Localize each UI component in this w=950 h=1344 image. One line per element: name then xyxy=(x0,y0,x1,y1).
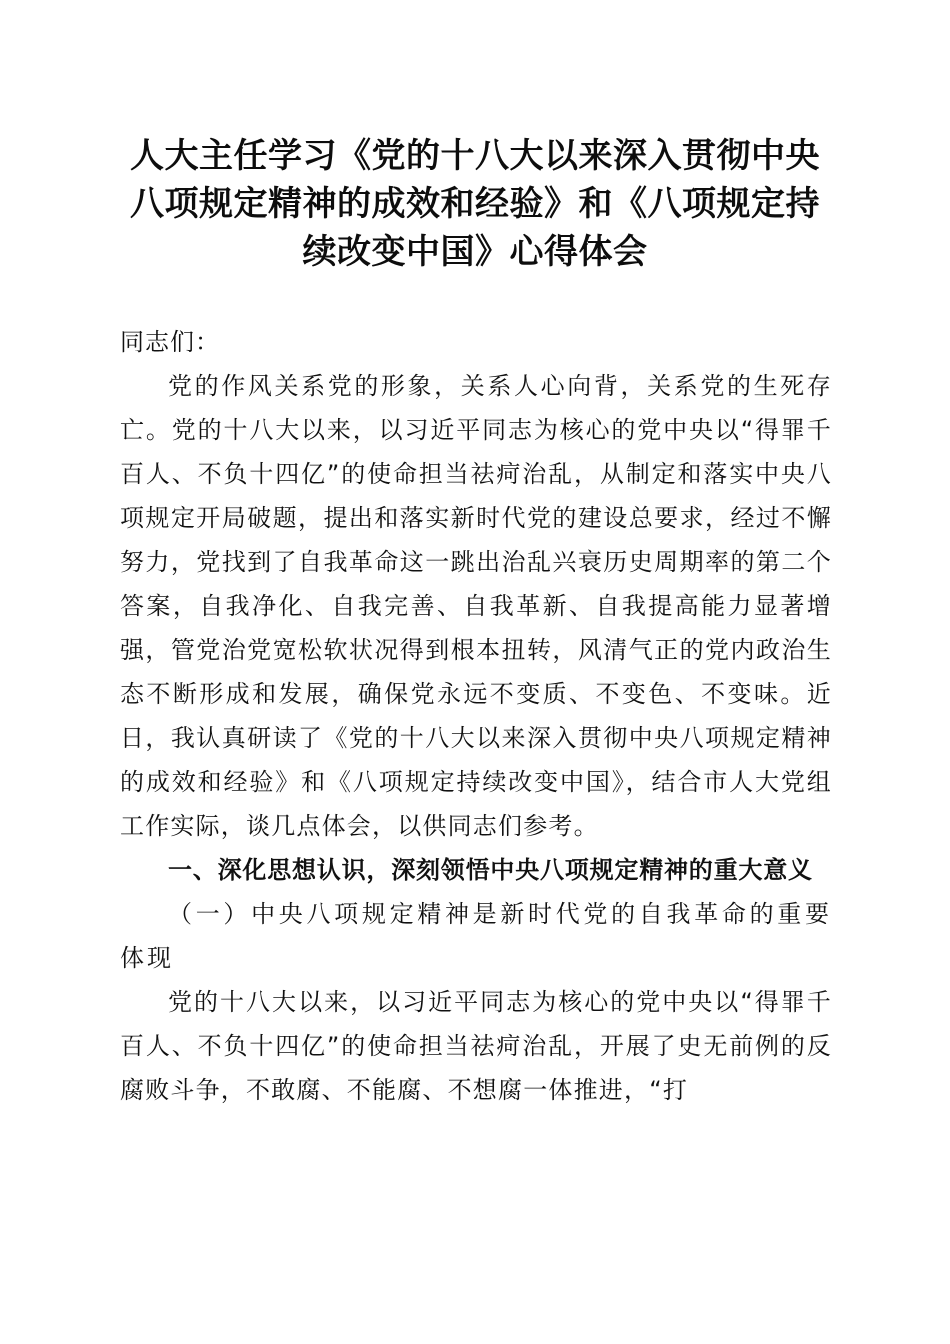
title-line-3: 续改变中国》心得体会 xyxy=(302,232,648,272)
document-body xyxy=(120,320,832,1112)
subsection-heading-1: （一）中央八项规定精神是新时代党的自我革命的重要体现 xyxy=(120,900,832,972)
salutation: 同志们： xyxy=(120,328,220,356)
intro-paragraph: 党的作风关系党的形象，关系人心向背，关系党的生死存亡。党的十八大以来，以习近平同志为核心的党中央以“得罪千百人、不负十四亿”的使命担当祛疴治乱，从制定和落实中央八项规定开局破题，提出和落实新时代党的建设总要求，经过不懈努力，党找到了自我革命这一跳出治乱兴衰历史周期率的第二个答案，自我净化、自我完善、自我革新、自我提高能力显著增强，管党治党宽松软状况得到根本扭转，风清气正的党内政治生态不断形成和发展，确保党永远不变质、不变色、不变味。近日，我认真研读了《党的十八大以来深入贯彻中央八项规定精神的成效和经验》和《八项规定持续改变中国》，结合市人大党组工作实际，谈几点体会，以供同志们参考。 xyxy=(120,372,832,840)
title-line-1: 人大主任学习《党的十八大以来深入贯彻中央 xyxy=(130,136,820,176)
title-line-2: 八项规定精神的成效和经验》和《八项规定持 xyxy=(130,184,820,224)
document-title xyxy=(110,132,840,276)
section-heading-1: 一、深化思想认识，深刻领悟中央八项规定精神的重大意义 xyxy=(168,856,813,884)
body-paragraph: 党的十八大以来，以习近平同志为核心的党中央以“得罪千百人、不负十四亿”的使命担当祛疴治乱，开展了史无前例的反腐败斗争，不敢腐、不能腐、不想腐一体推进，“打 xyxy=(120,988,832,1104)
